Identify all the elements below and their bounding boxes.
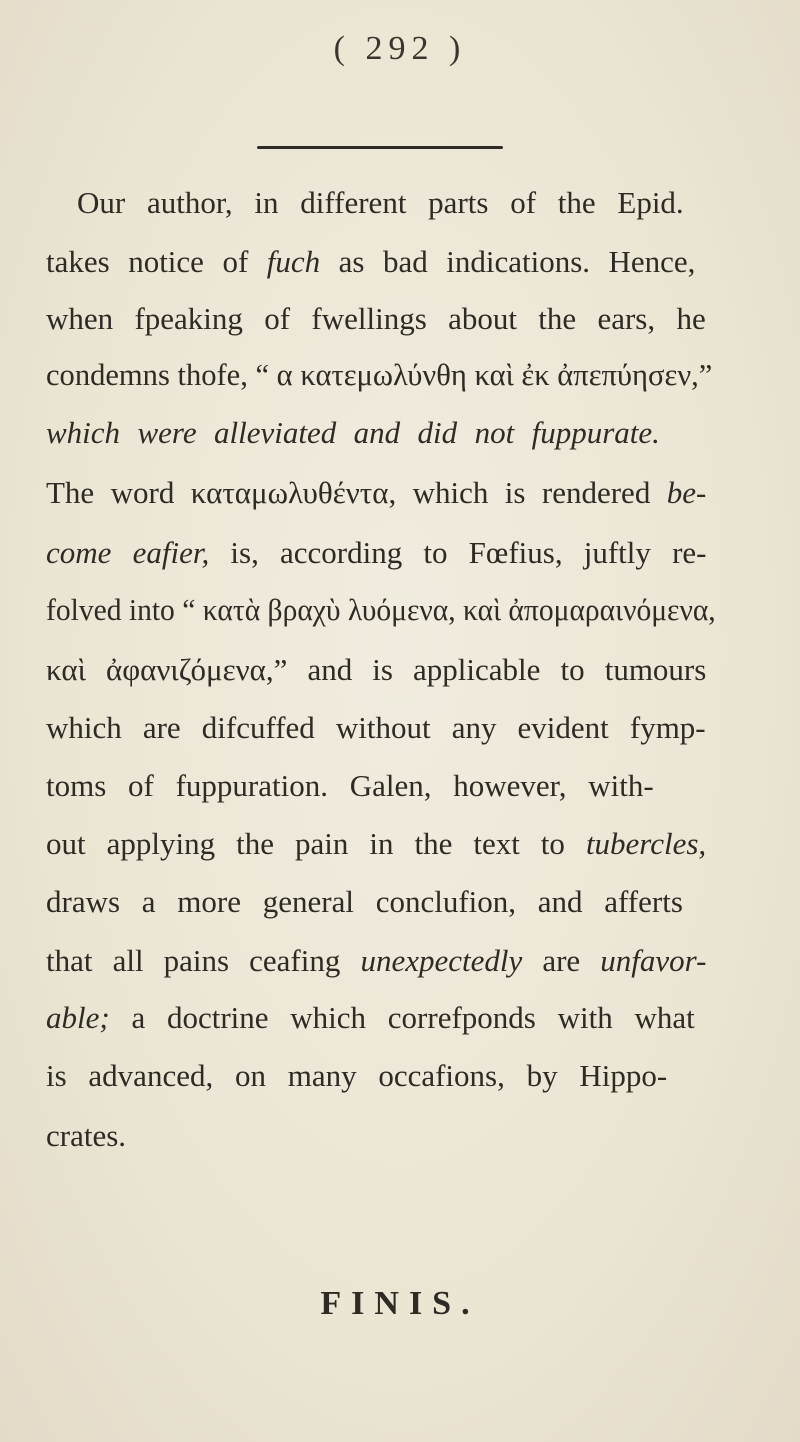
text-line [46,941,706,981]
text-line [46,533,707,573]
text-run: are [522,943,601,978]
text-run: καὶ ἀφανιζόμενα,” and is applicable to tumours [46,652,707,687]
italic-text: unfavor- [600,943,707,978]
italic-text: able; [46,1000,110,1035]
text-line [46,413,660,453]
text-run: condemns thofe, “ α κατεμωλύνθη καὶ ἐκ ἀπεπύησεν,” [46,357,713,392]
header-rule [257,146,503,149]
text-line [46,473,706,513]
text-run: a doctrine which correfponds with what [109,1000,695,1035]
text-line [46,1116,126,1156]
italic-text: which were alleviated and did not fuppurate. [46,415,660,450]
text-line [46,590,716,630]
text-line [46,650,706,690]
italic-text: come eafier, [46,535,210,570]
text-run: draws a more general conclufion, and afferts [46,884,683,919]
text-line [46,998,695,1038]
text-line [46,1056,667,1096]
text-line [77,183,684,223]
text-run: folved into “ κατὰ βραχὺ λυόμενα, καὶ ἀπομαραινόμενα, [46,592,716,627]
italic-text: be- [666,475,707,510]
text-run: which are difcuffed without any evident fymp- [46,710,706,745]
text-line [46,355,712,395]
page-number: ( 292 ) [333,30,467,67]
text-line [46,824,706,864]
text-line [46,882,683,922]
text-run: is advanced, on many occafions, by Hippo- [46,1058,668,1093]
text-line [46,299,706,339]
text-run: takes notice of [46,244,267,279]
italic-text: fuch [266,244,321,279]
text-run: when fpeaking of fwellings about the ears, he [46,301,706,336]
text-run: out applying the pain in the text to [46,826,586,861]
text-run: is, according to Fœfius, juftly re- [209,535,707,570]
text-run: The word καταμωλυθέντα, which is rendered [46,475,667,510]
italic-text: unexpectedly [360,943,523,978]
text-line [46,242,695,282]
text-run: toms of fuppuration. Galen, however, with- [46,768,654,803]
italic-text: tubercles, [585,826,707,861]
text-run: as bad indications. Hence, [320,244,696,279]
text-run: that all pains ceafing [46,943,361,978]
text-line [46,708,706,748]
text-line [46,766,654,806]
finis-heading: FINIS. [320,1285,480,1322]
text-run: Our author, in different parts of the Epid. [77,185,684,220]
text-run: crates. [46,1118,127,1153]
